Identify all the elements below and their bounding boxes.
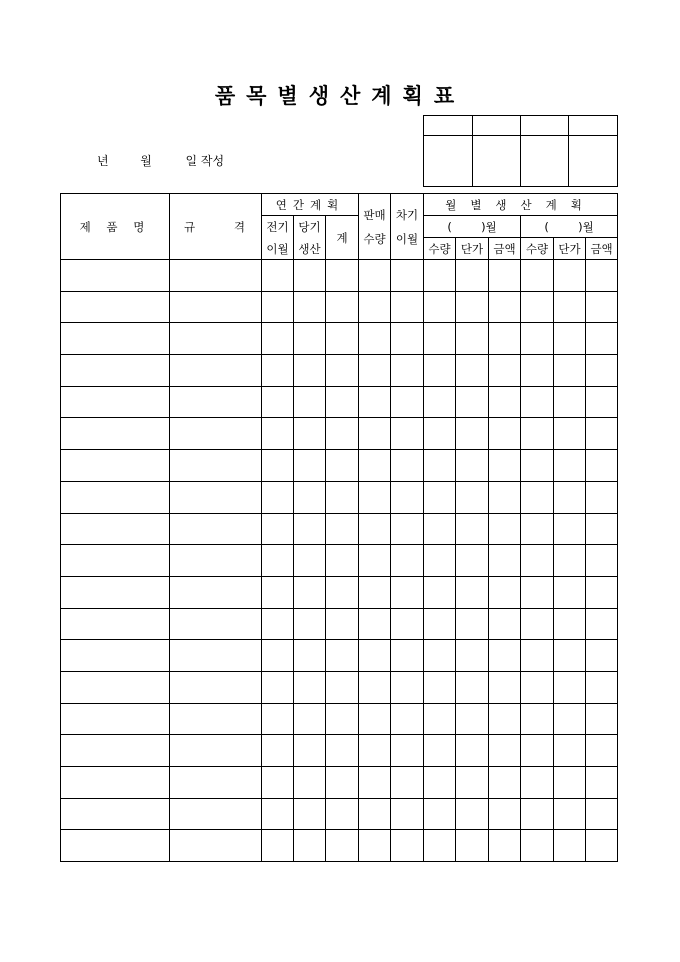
- table-cell[interactable]: [391, 450, 424, 482]
- table-cell[interactable]: [61, 323, 170, 355]
- table-cell[interactable]: [424, 767, 456, 799]
- table-cell[interactable]: [359, 291, 391, 323]
- table-cell[interactable]: [359, 513, 391, 545]
- table-cell[interactable]: [456, 703, 489, 735]
- table-row: [61, 767, 618, 799]
- table-cell[interactable]: [586, 323, 618, 355]
- table-cell[interactable]: [554, 386, 586, 418]
- table-cell[interactable]: [326, 323, 359, 355]
- table-cell[interactable]: [61, 481, 170, 513]
- table-cell[interactable]: [294, 703, 326, 735]
- table-cell[interactable]: [586, 355, 618, 387]
- table-cell[interactable]: [489, 798, 521, 830]
- table-cell[interactable]: [456, 481, 489, 513]
- table-cell[interactable]: [262, 386, 294, 418]
- table-cell[interactable]: [586, 386, 618, 418]
- table-cell[interactable]: [554, 576, 586, 608]
- table-row: [61, 608, 618, 640]
- table-cell[interactable]: [521, 481, 554, 513]
- table-cell[interactable]: [262, 798, 294, 830]
- table-cell[interactable]: [586, 260, 618, 292]
- table-cell[interactable]: [61, 291, 170, 323]
- table-cell[interactable]: [61, 830, 170, 862]
- table-cell[interactable]: [326, 513, 359, 545]
- table-cell[interactable]: [61, 608, 170, 640]
- table-cell[interactable]: [170, 735, 262, 767]
- table-cell[interactable]: [262, 671, 294, 703]
- table-cell[interactable]: [391, 830, 424, 862]
- day-written-label: 일 작성: [185, 154, 225, 168]
- table-cell[interactable]: [424, 545, 456, 577]
- table-cell[interactable]: [170, 767, 262, 799]
- table-cell[interactable]: [170, 260, 262, 292]
- table-cell[interactable]: [456, 291, 489, 323]
- table-cell[interactable]: [521, 513, 554, 545]
- table-cell[interactable]: [359, 323, 391, 355]
- table-cell[interactable]: [456, 671, 489, 703]
- table-cell[interactable]: [391, 576, 424, 608]
- table-cell[interactable]: [326, 545, 359, 577]
- table-cell[interactable]: [521, 260, 554, 292]
- table-cell[interactable]: [456, 767, 489, 799]
- table-row: [61, 735, 618, 767]
- table-cell[interactable]: [521, 798, 554, 830]
- month-a-header: ( )월: [424, 216, 521, 238]
- table-cell[interactable]: [554, 830, 586, 862]
- table-cell[interactable]: [262, 830, 294, 862]
- table-cell[interactable]: [170, 323, 262, 355]
- table-cell[interactable]: [170, 355, 262, 387]
- table-cell[interactable]: [391, 386, 424, 418]
- table-cell[interactable]: [554, 450, 586, 482]
- table-cell[interactable]: [359, 418, 391, 450]
- table-cell[interactable]: [326, 767, 359, 799]
- table-row: [61, 386, 618, 418]
- table-cell[interactable]: [456, 735, 489, 767]
- table-cell[interactable]: [424, 291, 456, 323]
- table-cell[interactable]: [359, 703, 391, 735]
- table-cell[interactable]: [554, 608, 586, 640]
- table-cell[interactable]: [294, 513, 326, 545]
- table-cell[interactable]: [391, 608, 424, 640]
- table-cell[interactable]: [294, 386, 326, 418]
- table-cell[interactable]: [489, 608, 521, 640]
- table-cell[interactable]: [61, 576, 170, 608]
- table-cell[interactable]: [489, 671, 521, 703]
- table-row: [61, 545, 618, 577]
- table-cell[interactable]: [61, 386, 170, 418]
- table-cell[interactable]: [170, 513, 262, 545]
- table-cell[interactable]: [170, 545, 262, 577]
- table-cell[interactable]: [586, 767, 618, 799]
- table-cell[interactable]: [294, 355, 326, 387]
- table-cell[interactable]: [391, 545, 424, 577]
- table-cell[interactable]: [391, 260, 424, 292]
- table-cell[interactable]: [424, 386, 456, 418]
- table-cell[interactable]: [170, 418, 262, 450]
- table-cell[interactable]: [294, 450, 326, 482]
- table-cell[interactable]: [61, 418, 170, 450]
- table-row: [61, 260, 618, 292]
- table-cell[interactable]: [262, 513, 294, 545]
- table-cell[interactable]: [521, 545, 554, 577]
- table-cell[interactable]: [586, 291, 618, 323]
- table-cell[interactable]: [391, 703, 424, 735]
- table-cell[interactable]: [521, 291, 554, 323]
- table-cell[interactable]: [521, 576, 554, 608]
- table-cell[interactable]: [456, 576, 489, 608]
- table-cell[interactable]: [391, 291, 424, 323]
- table-cell[interactable]: [326, 386, 359, 418]
- table-cell[interactable]: [326, 481, 359, 513]
- table-cell[interactable]: [359, 640, 391, 672]
- table-cell[interactable]: [586, 640, 618, 672]
- table-cell[interactable]: [262, 545, 294, 577]
- table-cell[interactable]: [359, 671, 391, 703]
- table-cell[interactable]: [489, 355, 521, 387]
- table-cell[interactable]: [586, 513, 618, 545]
- table-cell[interactable]: [262, 767, 294, 799]
- table-cell[interactable]: [262, 481, 294, 513]
- table-cell[interactable]: [521, 830, 554, 862]
- table-cell[interactable]: [521, 386, 554, 418]
- table-cell[interactable]: [326, 608, 359, 640]
- approval-sign-cell[interactable]: [473, 136, 521, 187]
- month-label: 월: [140, 154, 152, 168]
- table-cell[interactable]: [456, 355, 489, 387]
- table-cell[interactable]: [456, 450, 489, 482]
- approval-title-cell[interactable]: [569, 116, 618, 136]
- table-cell[interactable]: [521, 640, 554, 672]
- table-cell[interactable]: [61, 513, 170, 545]
- table-cell[interactable]: [554, 798, 586, 830]
- table-cell[interactable]: [170, 291, 262, 323]
- table-cell[interactable]: [424, 450, 456, 482]
- table-cell[interactable]: [424, 640, 456, 672]
- table-cell[interactable]: [391, 513, 424, 545]
- table-cell[interactable]: [294, 418, 326, 450]
- table-cell[interactable]: [359, 386, 391, 418]
- table-cell[interactable]: [294, 640, 326, 672]
- table-cell[interactable]: [489, 481, 521, 513]
- table-cell[interactable]: [489, 576, 521, 608]
- table-cell[interactable]: [391, 640, 424, 672]
- table-cell[interactable]: [391, 418, 424, 450]
- sales-qty-header: 판매 수량: [359, 194, 391, 260]
- table-cell[interactable]: [489, 545, 521, 577]
- table-cell[interactable]: [554, 323, 586, 355]
- table-cell[interactable]: [521, 450, 554, 482]
- table-cell[interactable]: [294, 671, 326, 703]
- table-cell[interactable]: [326, 260, 359, 292]
- table-cell[interactable]: [586, 798, 618, 830]
- table-cell[interactable]: [554, 671, 586, 703]
- table-cell[interactable]: [61, 703, 170, 735]
- table-cell[interactable]: [359, 576, 391, 608]
- table-cell[interactable]: [521, 418, 554, 450]
- table-cell[interactable]: [262, 735, 294, 767]
- table-cell[interactable]: [586, 450, 618, 482]
- table-cell[interactable]: [61, 355, 170, 387]
- table-cell[interactable]: [359, 545, 391, 577]
- prev-carry-header: 전기 이월: [262, 216, 294, 260]
- table-cell[interactable]: [262, 450, 294, 482]
- table-cell[interactable]: [521, 767, 554, 799]
- table-cell[interactable]: [554, 545, 586, 577]
- table-cell[interactable]: [489, 260, 521, 292]
- table-cell[interactable]: [326, 418, 359, 450]
- table-cell[interactable]: [521, 323, 554, 355]
- table-cell[interactable]: [326, 640, 359, 672]
- table-cell[interactable]: [521, 355, 554, 387]
- table-cell[interactable]: [586, 671, 618, 703]
- amount-header: 금액: [489, 238, 521, 260]
- table-cell[interactable]: [170, 830, 262, 862]
- unit-price-header: 단가: [456, 238, 489, 260]
- table-cell[interactable]: [586, 545, 618, 577]
- table-cell[interactable]: [170, 481, 262, 513]
- table-cell[interactable]: [424, 418, 456, 450]
- table-row: [61, 355, 618, 387]
- table-cell[interactable]: [456, 545, 489, 577]
- table-cell[interactable]: [424, 260, 456, 292]
- unit-price-header: 단가: [554, 238, 586, 260]
- table-cell[interactable]: [359, 355, 391, 387]
- table-cell[interactable]: [326, 703, 359, 735]
- table-cell[interactable]: [294, 608, 326, 640]
- table-cell[interactable]: [61, 767, 170, 799]
- table-cell[interactable]: [521, 671, 554, 703]
- table-cell[interactable]: [170, 608, 262, 640]
- table-cell[interactable]: [262, 260, 294, 292]
- table-cell[interactable]: [456, 386, 489, 418]
- table-cell[interactable]: [554, 355, 586, 387]
- table-cell[interactable]: [424, 703, 456, 735]
- table-cell[interactable]: [521, 703, 554, 735]
- table-cell[interactable]: [521, 735, 554, 767]
- table-cell[interactable]: [326, 735, 359, 767]
- table-cell[interactable]: [391, 671, 424, 703]
- page-title: 품목별생산계획표: [214, 83, 466, 108]
- table-cell[interactable]: [391, 798, 424, 830]
- table-cell[interactable]: [170, 703, 262, 735]
- table-cell[interactable]: [262, 640, 294, 672]
- table-cell[interactable]: [294, 767, 326, 799]
- table-cell[interactable]: [586, 830, 618, 862]
- table-cell[interactable]: [489, 767, 521, 799]
- table-cell[interactable]: [391, 323, 424, 355]
- table-cell[interactable]: [326, 450, 359, 482]
- table-cell[interactable]: [424, 798, 456, 830]
- table-cell[interactable]: [456, 640, 489, 672]
- table-cell[interactable]: [294, 481, 326, 513]
- table-cell[interactable]: [489, 735, 521, 767]
- table-row: [61, 671, 618, 703]
- table-cell[interactable]: [554, 291, 586, 323]
- table-cell[interactable]: [489, 640, 521, 672]
- table-cell[interactable]: [424, 576, 456, 608]
- table-cell[interactable]: [456, 323, 489, 355]
- table-cell[interactable]: [294, 260, 326, 292]
- table-cell[interactable]: [456, 830, 489, 862]
- table-cell[interactable]: [326, 671, 359, 703]
- table-cell[interactable]: [424, 735, 456, 767]
- table-cell[interactable]: [489, 291, 521, 323]
- amount-header: 금액: [586, 238, 618, 260]
- table-cell[interactable]: [170, 450, 262, 482]
- table-cell[interactable]: [489, 450, 521, 482]
- table-cell[interactable]: [424, 608, 456, 640]
- table-cell[interactable]: [262, 355, 294, 387]
- table-cell[interactable]: [170, 576, 262, 608]
- table-cell[interactable]: [359, 767, 391, 799]
- table-cell[interactable]: [294, 798, 326, 830]
- table-cell[interactable]: [456, 513, 489, 545]
- table-cell[interactable]: [262, 323, 294, 355]
- table-cell[interactable]: [489, 323, 521, 355]
- table-row: [61, 576, 618, 608]
- approval-sign-cell[interactable]: [521, 136, 569, 187]
- table-cell[interactable]: [586, 481, 618, 513]
- table-cell[interactable]: [586, 735, 618, 767]
- month-b-header: ( )월: [521, 216, 618, 238]
- next-carry-header: 차기 이월: [391, 194, 424, 260]
- table-row: [61, 640, 618, 672]
- table-cell[interactable]: [262, 291, 294, 323]
- table-cell[interactable]: [170, 640, 262, 672]
- table-cell[interactable]: [554, 513, 586, 545]
- table-cell[interactable]: [424, 671, 456, 703]
- table-cell[interactable]: [586, 576, 618, 608]
- table-cell[interactable]: [489, 830, 521, 862]
- approval-sign-cell[interactable]: [569, 136, 618, 187]
- table-cell[interactable]: [170, 798, 262, 830]
- table-cell[interactable]: [456, 260, 489, 292]
- table-cell[interactable]: [170, 386, 262, 418]
- annual-plan-header: 연간계획: [262, 194, 359, 216]
- qty-header: 수량: [521, 238, 554, 260]
- table-cell[interactable]: [61, 640, 170, 672]
- table-cell[interactable]: [294, 323, 326, 355]
- table-cell[interactable]: [554, 735, 586, 767]
- table-cell[interactable]: [489, 386, 521, 418]
- table-cell[interactable]: [424, 323, 456, 355]
- date-line: [97, 152, 224, 169]
- table-cell[interactable]: [456, 798, 489, 830]
- table-cell[interactable]: [61, 735, 170, 767]
- table-cell[interactable]: [359, 260, 391, 292]
- table-cell[interactable]: [554, 418, 586, 450]
- table-cell[interactable]: [294, 545, 326, 577]
- current-production-header: 당기 생산: [294, 216, 326, 260]
- table-cell[interactable]: [554, 640, 586, 672]
- table-cell[interactable]: [554, 767, 586, 799]
- monthly-plan-header: 월별생산계획: [424, 194, 618, 216]
- table-cell[interactable]: [391, 355, 424, 387]
- table-cell[interactable]: [61, 671, 170, 703]
- table-cell[interactable]: [294, 830, 326, 862]
- table-cell[interactable]: [359, 481, 391, 513]
- table-row: [61, 798, 618, 830]
- table-cell[interactable]: [170, 671, 262, 703]
- product-name-header: 제 품 명: [61, 194, 170, 260]
- table-cell[interactable]: [262, 576, 294, 608]
- table-cell[interactable]: [554, 260, 586, 292]
- table-cell[interactable]: [489, 513, 521, 545]
- table-cell[interactable]: [586, 608, 618, 640]
- table-cell[interactable]: [294, 576, 326, 608]
- table-cell[interactable]: [326, 355, 359, 387]
- table-cell[interactable]: [554, 481, 586, 513]
- table-cell[interactable]: [554, 703, 586, 735]
- table-row: [61, 513, 618, 545]
- approval-sign-cell[interactable]: [424, 136, 473, 187]
- table-row: [61, 481, 618, 513]
- year-label: 년: [97, 154, 109, 168]
- table-row: [61, 418, 618, 450]
- table-cell[interactable]: [61, 450, 170, 482]
- approval-title-cell[interactable]: [473, 116, 521, 136]
- table-row: [61, 450, 618, 482]
- annual-total-header: 계: [326, 216, 359, 260]
- table-row: [61, 830, 618, 862]
- table-cell[interactable]: [391, 767, 424, 799]
- production-plan-table: [60, 193, 618, 862]
- approval-box: [423, 115, 618, 187]
- table-cell[interactable]: [521, 608, 554, 640]
- table-row: [61, 291, 618, 323]
- table-cell[interactable]: [61, 260, 170, 292]
- table-cell[interactable]: [294, 291, 326, 323]
- table-cell[interactable]: [359, 608, 391, 640]
- table-row: [61, 323, 618, 355]
- table-cell[interactable]: [424, 481, 456, 513]
- table-cell[interactable]: [61, 798, 170, 830]
- table-cell[interactable]: [262, 418, 294, 450]
- table-cell[interactable]: [489, 418, 521, 450]
- table-cell[interactable]: [359, 450, 391, 482]
- table-cell[interactable]: [586, 703, 618, 735]
- table-cell[interactable]: [61, 545, 170, 577]
- table-cell[interactable]: [359, 735, 391, 767]
- table-cell[interactable]: [326, 830, 359, 862]
- table-cell[interactable]: [424, 355, 456, 387]
- qty-header: 수량: [424, 238, 456, 260]
- table-cell[interactable]: [262, 608, 294, 640]
- table-row: [61, 703, 618, 735]
- table-cell[interactable]: [456, 608, 489, 640]
- spec-header: 규 격: [170, 194, 262, 260]
- table-cell[interactable]: [294, 735, 326, 767]
- table-cell[interactable]: [456, 418, 489, 450]
- approval-title-cell[interactable]: [521, 116, 569, 136]
- table-cell[interactable]: [489, 703, 521, 735]
- table-cell[interactable]: [326, 576, 359, 608]
- table-cell[interactable]: [424, 513, 456, 545]
- table-cell[interactable]: [391, 481, 424, 513]
- table-cell[interactable]: [326, 798, 359, 830]
- table-cell[interactable]: [586, 418, 618, 450]
- table-cell[interactable]: [424, 830, 456, 862]
- table-cell[interactable]: [326, 291, 359, 323]
- approval-title-cell[interactable]: [424, 116, 473, 136]
- table-cell[interactable]: [359, 830, 391, 862]
- table-cell[interactable]: [391, 735, 424, 767]
- table-cell[interactable]: [359, 798, 391, 830]
- table-cell[interactable]: [262, 703, 294, 735]
